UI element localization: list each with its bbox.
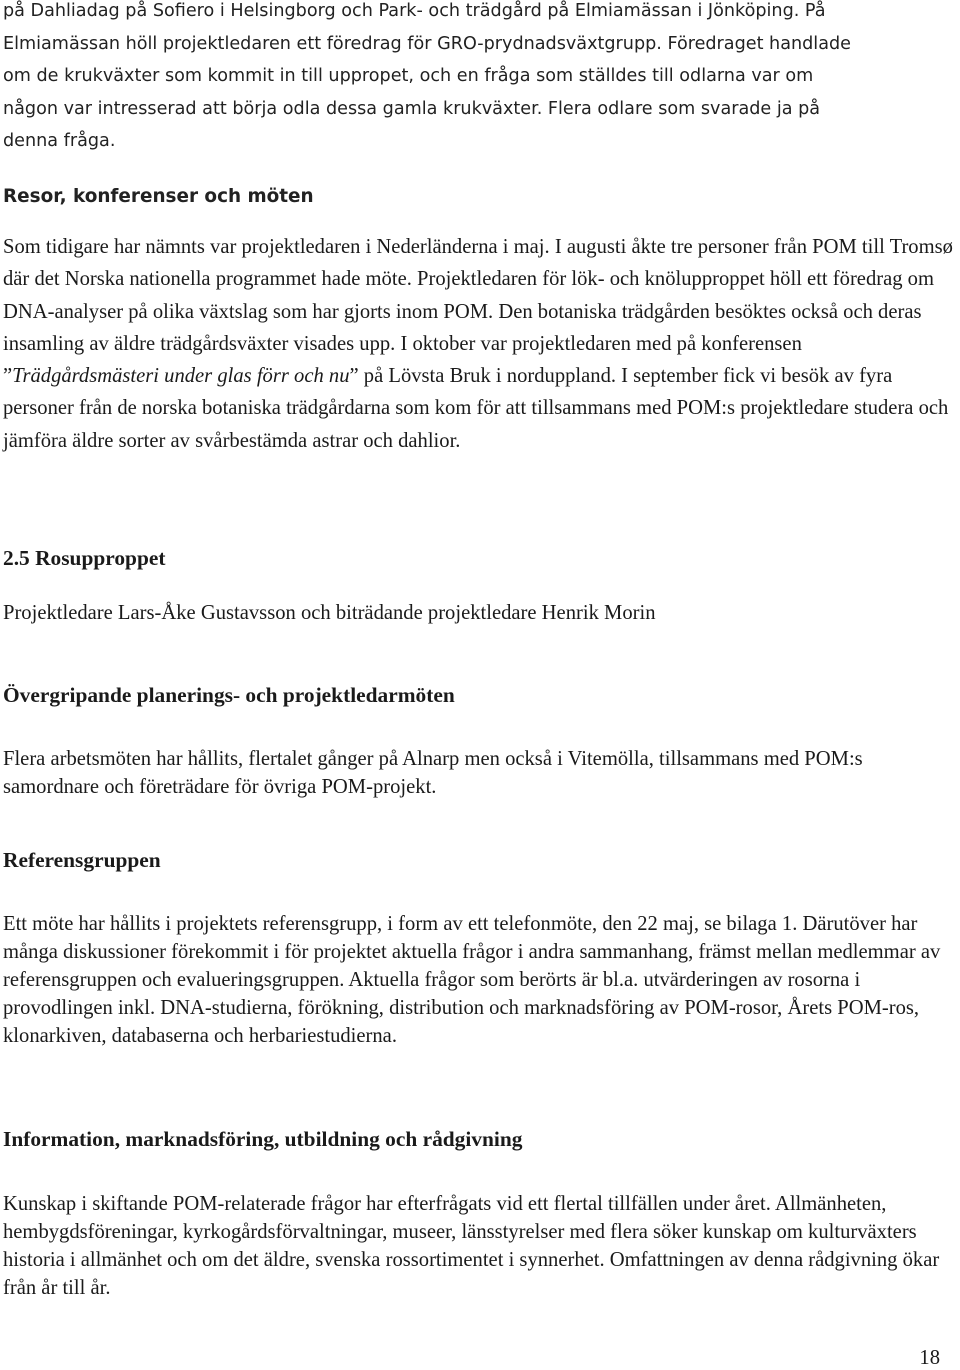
travel-text-part2: ” på Lövsta Bruk i norduppland. I september fick vi besök av fyra personer från de norska botaniska trädgårdarna som kom för att tillsammans med POM:s projektledare studera och jämföra äldre sorter av svårbestämda astrar och dahlior. bbox=[3, 365, 949, 452]
travel-text-part1: Som tidigare har nämnts var projektledaren i Nederländerna i maj. I augusti åkte tre personer från POM till Tromsø där det Norska nationella programmet hade möte. Projektledaren för lök- och knölupproppet höll ett föredrag om DNA-analyser på olika växtslag som har gjorts inom POM. Den botaniska trädgården besöktes också och deras insamling av äldre trädgårdsväxter visades upp. I oktober var projektledaren med på konferensen ” bbox=[3, 236, 953, 388]
intro-line: på Dahliadag på Sofiero i Helsingborg och Park- och trädgård på Elmiamässan i Jönköping. På bbox=[3, 1, 826, 21]
section-heading-travel: Resor, konferenser och möten bbox=[3, 186, 314, 207]
rose-leaders: Projektledare Lars-Åke Gustavsson och biträdande projektledare Henrik Morin bbox=[3, 602, 656, 624]
section-heading-reference: Referensgruppen bbox=[3, 848, 161, 872]
intro-paragraph bbox=[3, 0, 955, 158]
intro-line: Elmiamässan höll projektledaren ett föredrag för GRO-prydnadsväxtgrupp. Föredraget handlade bbox=[3, 33, 851, 54]
conference-title: Trädgårdsmästeri under glas förr och nu bbox=[12, 365, 350, 388]
information-paragraph: Kunskap i skiftande POM-relaterade frågor har efterfrågats vid ett flertal tillfällen under året. Allmänheten, hembygdsföreningar, kyrkogårdsförvaltningar, museer, länsstyrelser med flera söker kunskap om kulturväxters historia i allmänhet och om det äldre, svenska rossortimentet i synnerhet. Omfattningen av denna rådgivning ökar från år till år. bbox=[3, 1193, 940, 1299]
section-heading-rose: 2.5 Rosupproppet bbox=[3, 546, 166, 570]
section-heading-planning: Övergripande planerings- och projektledarmöten bbox=[3, 683, 455, 707]
page-number: 18 bbox=[919, 1347, 940, 1369]
intro-line: någon var intresserad att börja odla dessa gamla krukväxter. Flera odlare som svarade ja på bbox=[3, 98, 821, 119]
travel-paragraph bbox=[3, 231, 955, 457]
reference-paragraph: Ett möte har hållits i projektets referensgrupp, i form av ett telefonmöte, den 22 maj, se bilaga 1. Därutöver har många diskussioner förekommit i för projektet aktuella frågor i andra sammanhang, främst mellan medlemmar av referensgruppen och evalueringsgruppen. Aktuella frågor som berörts är bl.a. utvärderingen av rosorna i provodlingen inkl. DNA-studierna, förökning, distribution och marknadsföring av POM-rosor, Årets POM-ros, klonarkiven, databaserna och herbariestudierna. bbox=[3, 913, 941, 1047]
intro-line: denna fråga. bbox=[3, 131, 116, 151]
section-heading-information: Information, marknadsföring, utbildning och rådgivning bbox=[3, 1127, 523, 1151]
planning-paragraph: Flera arbetsmöten har hållits, flertalet gånger på Alnarp men också i Vitemölla, tillsammans med POM:s samordnare och företrädare för övriga POM-projekt. bbox=[3, 748, 863, 798]
intro-line: om de krukväxter som kommit in till uppropet, och en fråga som ställdes till odlarna var om bbox=[3, 66, 814, 86]
